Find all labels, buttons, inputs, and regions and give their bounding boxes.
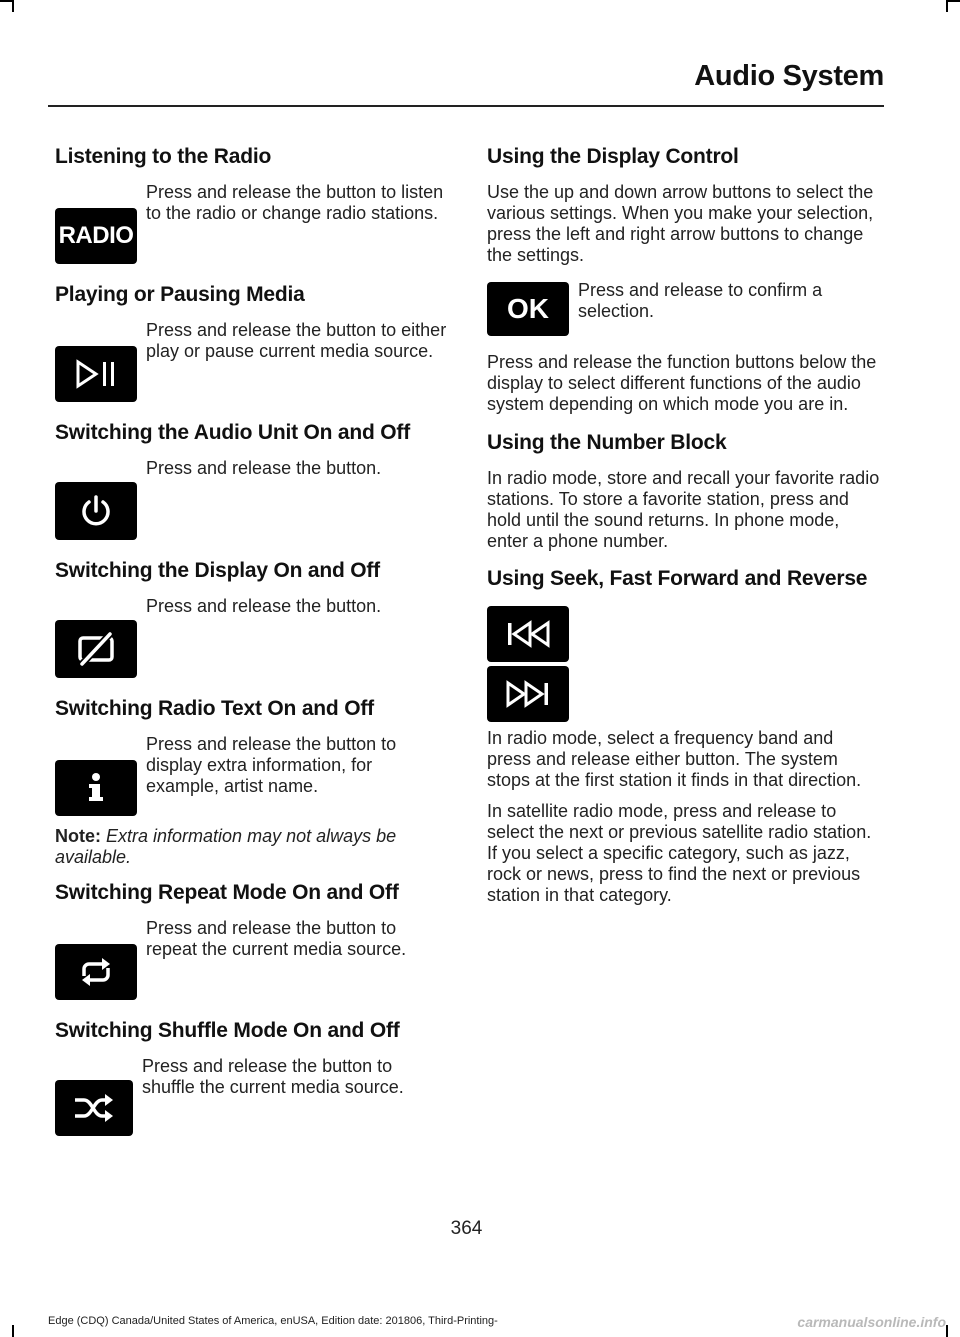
heading-display: Switching the Display On and Off xyxy=(55,559,380,582)
item-power xyxy=(55,458,447,540)
shuffle-description: Press and release the button to shuffle the current media source. xyxy=(142,1056,404,1097)
power-icon xyxy=(55,482,137,540)
section-display-control xyxy=(487,146,882,415)
heading-radiotext: Switching Radio Text On and Off xyxy=(55,697,374,720)
note-label: Note: xyxy=(55,826,101,846)
left-column xyxy=(55,146,447,1156)
play-description: Press and release the button to either play or pause current media source. xyxy=(146,320,447,361)
item-repeat xyxy=(55,918,447,1000)
note-text: Extra information may not always be available. xyxy=(55,826,397,867)
item-shuffle xyxy=(55,1056,447,1136)
seek-forward-icon xyxy=(487,666,569,722)
ok-button-icon xyxy=(487,282,569,336)
item-radiotext xyxy=(55,734,447,816)
info-icon xyxy=(55,760,137,816)
ok-button-label: OK xyxy=(507,293,549,324)
section-shuffle xyxy=(55,1020,447,1136)
edition-footer: Edge (CDQ) Canada/United States of America, enUSA, Edition date: 201806, Third-Printing- xyxy=(48,1315,498,1327)
section-number-block xyxy=(487,432,882,552)
crop-mark xyxy=(0,0,12,2)
page-number: 364 xyxy=(450,1218,483,1239)
play-pause-icon xyxy=(55,346,137,402)
display-description: Press and release the button. xyxy=(146,596,382,616)
section-play xyxy=(55,284,447,402)
radio-button-icon xyxy=(55,208,137,264)
repeat-description: Press and release the button to repeat the current media source. xyxy=(146,918,407,959)
crop-mark xyxy=(946,1325,948,1337)
note xyxy=(55,826,447,868)
crop-mark xyxy=(12,1325,14,1337)
radiotext-description: Press and release the button to display extra information, for example, artist name. xyxy=(146,734,397,796)
seek-text-1: In radio mode, select a frequency band and press and release either button. The system stops at the first station it finds in that direction. xyxy=(487,728,862,790)
heading-shuffle: Switching Shuffle Mode On and Off xyxy=(55,1019,400,1042)
display-control-after: Press and release the function buttons below the display to select different functions of the audio system depending on which mode you are in. xyxy=(487,352,877,414)
heading-display-control: Using the Display Control xyxy=(487,145,739,168)
section-radio xyxy=(55,146,447,264)
section-repeat xyxy=(55,882,447,1000)
heading-play: Playing or Pausing Media xyxy=(55,283,305,306)
section-radiotext xyxy=(55,698,447,868)
display-off-icon xyxy=(55,620,137,678)
page-title: Audio System xyxy=(694,60,884,92)
section-seek xyxy=(487,568,882,906)
shuffle-icon xyxy=(55,1080,133,1136)
radio-button-label: RADIO xyxy=(58,222,134,249)
number-block-text: In radio mode, store and recall your favorite radio stations. To store a favorite station, press and hold until the sound returns. In phone mode, enter a phone number. xyxy=(487,468,880,551)
ok-description: Press and release to confirm a selection. xyxy=(578,280,823,321)
crop-mark xyxy=(946,0,948,12)
display-control-intro: Use the up and down arrow buttons to select the various settings. When you make your selection, press the left and right arrow buttons to change the settings. xyxy=(487,182,874,265)
seek-text-2: In satellite radio mode, press and release to select the next or previous satellite radio station. If you select a specific category, such as jazz, rock or news, press to find the next or previous station in that category. xyxy=(487,801,872,905)
item-radio xyxy=(55,182,447,264)
seek-back-icon xyxy=(487,606,569,662)
item-display xyxy=(55,596,447,678)
item-play xyxy=(55,320,447,402)
item-ok xyxy=(487,280,882,336)
heading-repeat: Switching Repeat Mode On and Off xyxy=(55,881,399,904)
heading-power: Switching the Audio Unit On and Off xyxy=(55,421,411,444)
right-column xyxy=(487,146,882,920)
watermark: carmanualsonline.info xyxy=(797,1314,946,1330)
heading-seek: Using Seek, Fast Forward and Reverse xyxy=(487,567,868,590)
crop-mark xyxy=(948,0,960,2)
section-power xyxy=(55,422,447,540)
radio-description: Press and release the button to listen to the radio or change radio stations. xyxy=(146,182,444,223)
title-divider xyxy=(48,105,884,107)
power-description: Press and release the button. xyxy=(146,458,382,478)
heading-radio: Listening to the Radio xyxy=(55,145,272,168)
heading-number-block: Using the Number Block xyxy=(487,431,727,454)
section-display xyxy=(55,560,447,678)
crop-mark xyxy=(12,0,14,12)
repeat-icon xyxy=(55,944,137,1000)
